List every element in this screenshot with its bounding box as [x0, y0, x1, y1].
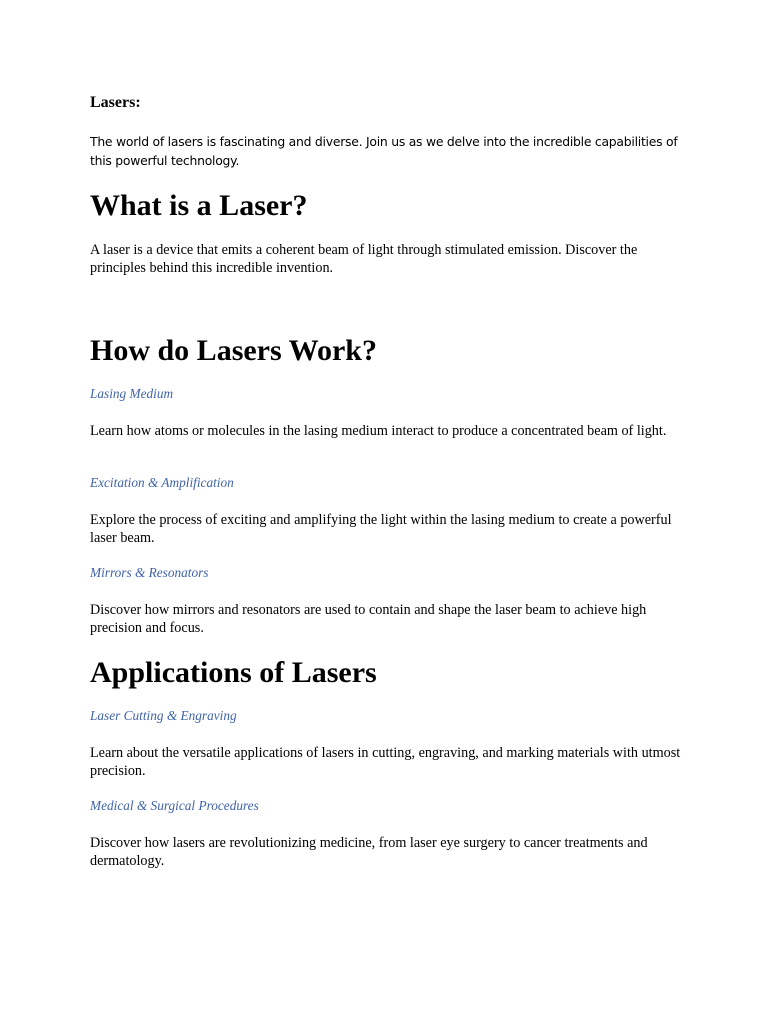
- section-body-what-is-a-laser: A laser is a device that emits a coherent beam of light through stimulated emission. Discover the principles behind this incredible invention.: [90, 242, 638, 277]
- subheading-mirrors-resonators: Mirrors & Resonators: [90, 565, 209, 580]
- intro-paragraph: The world of lasers is fascinating and diverse. Join us as we delve into the incredible capabilities of this powerful technology.: [90, 134, 678, 168]
- paragraph-excitation-amplification: Explore the process of exciting and amplifying the light within the lasing medium to create a powerful laser beam.: [90, 512, 672, 547]
- section-heading-what-is-a-laser: What is a Laser?: [90, 189, 308, 222]
- document-title: Lasers:: [90, 94, 141, 111]
- paragraph-mirrors-resonators: Discover how mirrors and resonators are used to contain and shape the laser beam to achieve high precision and focus.: [90, 602, 647, 637]
- subheading-lasing-medium: Lasing Medium: [90, 386, 174, 401]
- paragraph-laser-cutting-engraving: Learn about the versatile applications of lasers in cutting, engraving, and marking materials with utmost precision.: [90, 745, 681, 780]
- paragraph-lasing-medium: Learn how atoms or molecules in the lasing medium interact to produce a concentrated beam of light.: [90, 423, 667, 439]
- subheading-medical-surgical: Medical & Surgical Procedures: [90, 798, 259, 813]
- section-heading-applications: Applications of Lasers: [90, 656, 377, 689]
- subheading-excitation-amplification: Excitation & Amplification: [90, 475, 234, 490]
- subheading-laser-cutting-engraving: Laser Cutting & Engraving: [90, 708, 237, 723]
- paragraph-medical-surgical: Discover how lasers are revolutionizing medicine, from laser eye surgery to cancer treatments and dermatology.: [90, 835, 648, 870]
- section-heading-how-lasers-work: How do Lasers Work?: [90, 334, 377, 367]
